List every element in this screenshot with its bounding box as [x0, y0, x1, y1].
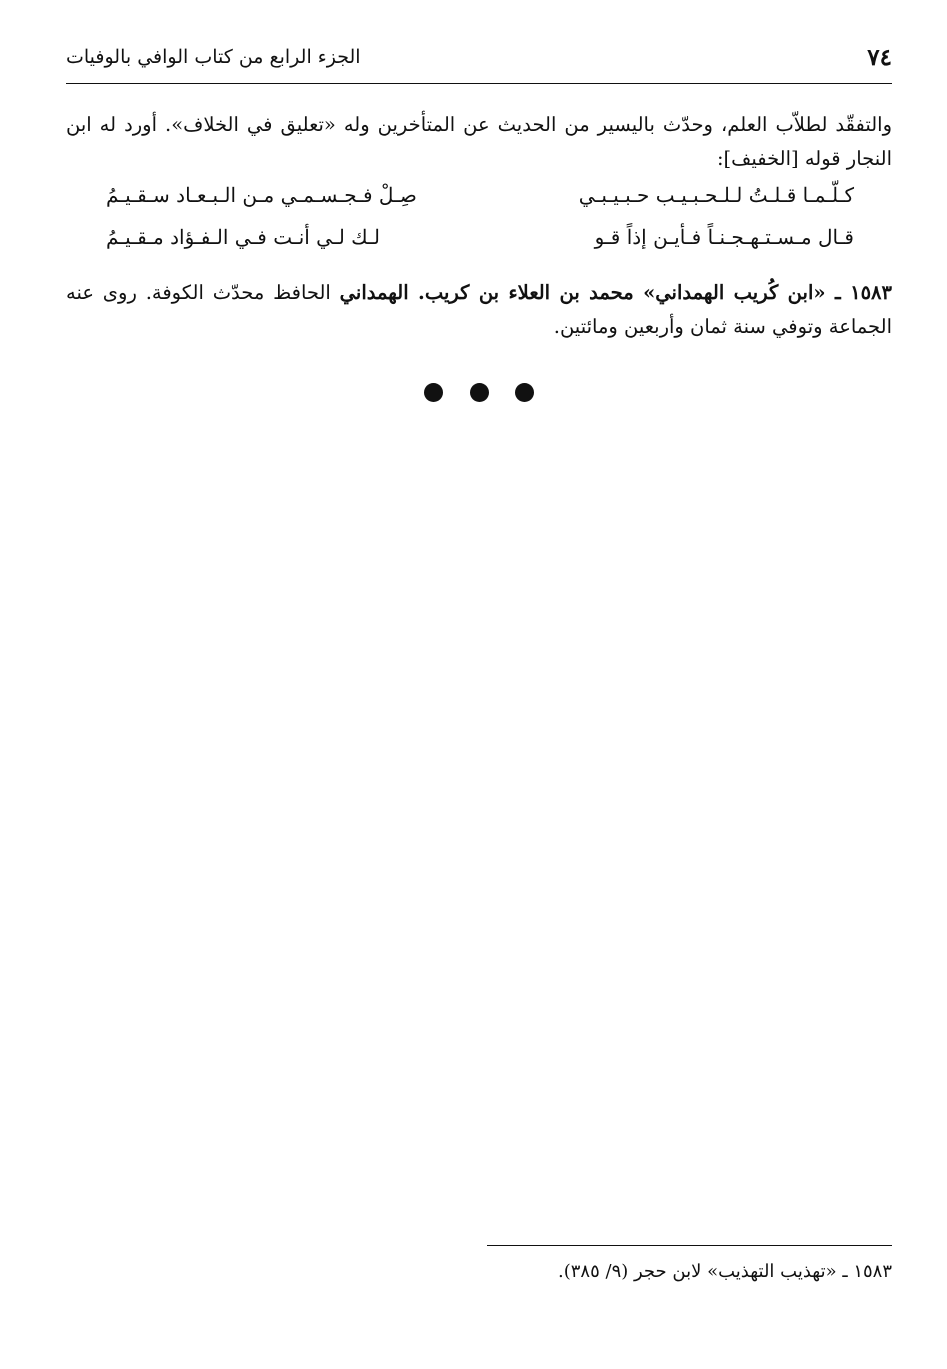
- page-number: ٧٤: [867, 44, 892, 71]
- poem-verse: [100, 225, 860, 261]
- header-rule: [66, 83, 892, 84]
- separator-dot: [424, 383, 443, 402]
- footnote: ١٥٨٣ ـ «تهذيب التهذيب» لابن حجر (٩/ ٣٨٥).: [558, 1261, 892, 1282]
- footnote-rule: [487, 1245, 892, 1246]
- page-header: [66, 40, 892, 80]
- paragraph-text: والتفقّد لطلاّب العلم، وحدّث باليسير من الحديث عن المتأخرين وله «تعليق في الخلاف». أورد له ابن النجار قوله [الخفيف]:: [66, 113, 892, 170]
- biography-entry: [66, 276, 892, 344]
- entry-dash: ـ: [825, 281, 851, 304]
- poem-verse: [100, 183, 860, 219]
- entry-text: [66, 276, 892, 344]
- separator-dot: [515, 383, 534, 402]
- entry-body: الحافظ محدّث الكوفة. روى عنه الجماعة وتوفي سنة ثمان وأربعين ومائتين.: [66, 281, 892, 338]
- separator-dot: [470, 383, 489, 402]
- verse-first-hemistich: كـلّـمـا قـلـتُ لـلـحـبـيـب حـبـيـبـي: [578, 183, 854, 207]
- verse-first-hemistich: قـال مـسـتـهـجـنـاً فـأيـن إذاً قـو: [594, 225, 854, 249]
- running-title: الجزء الرابع من كتاب الوافي بالوفيات: [66, 46, 361, 68]
- entry-title: «ابن كُريب الهمداني» محمد بن العلاء بن كريب. الهمداني: [339, 281, 826, 304]
- biography-paragraph: [66, 108, 892, 176]
- verse-second-hemistich: صِـلْ فـجـسـمـي مـن الـبـعـاد سـقـيـمُ: [106, 183, 417, 207]
- entry-number: ١٥٨٣: [850, 281, 892, 304]
- verse-second-hemistich: لـك لـي أنـت فـي الـفـؤاد مـقـيـمُ: [106, 225, 380, 249]
- section-separator: [424, 380, 534, 404]
